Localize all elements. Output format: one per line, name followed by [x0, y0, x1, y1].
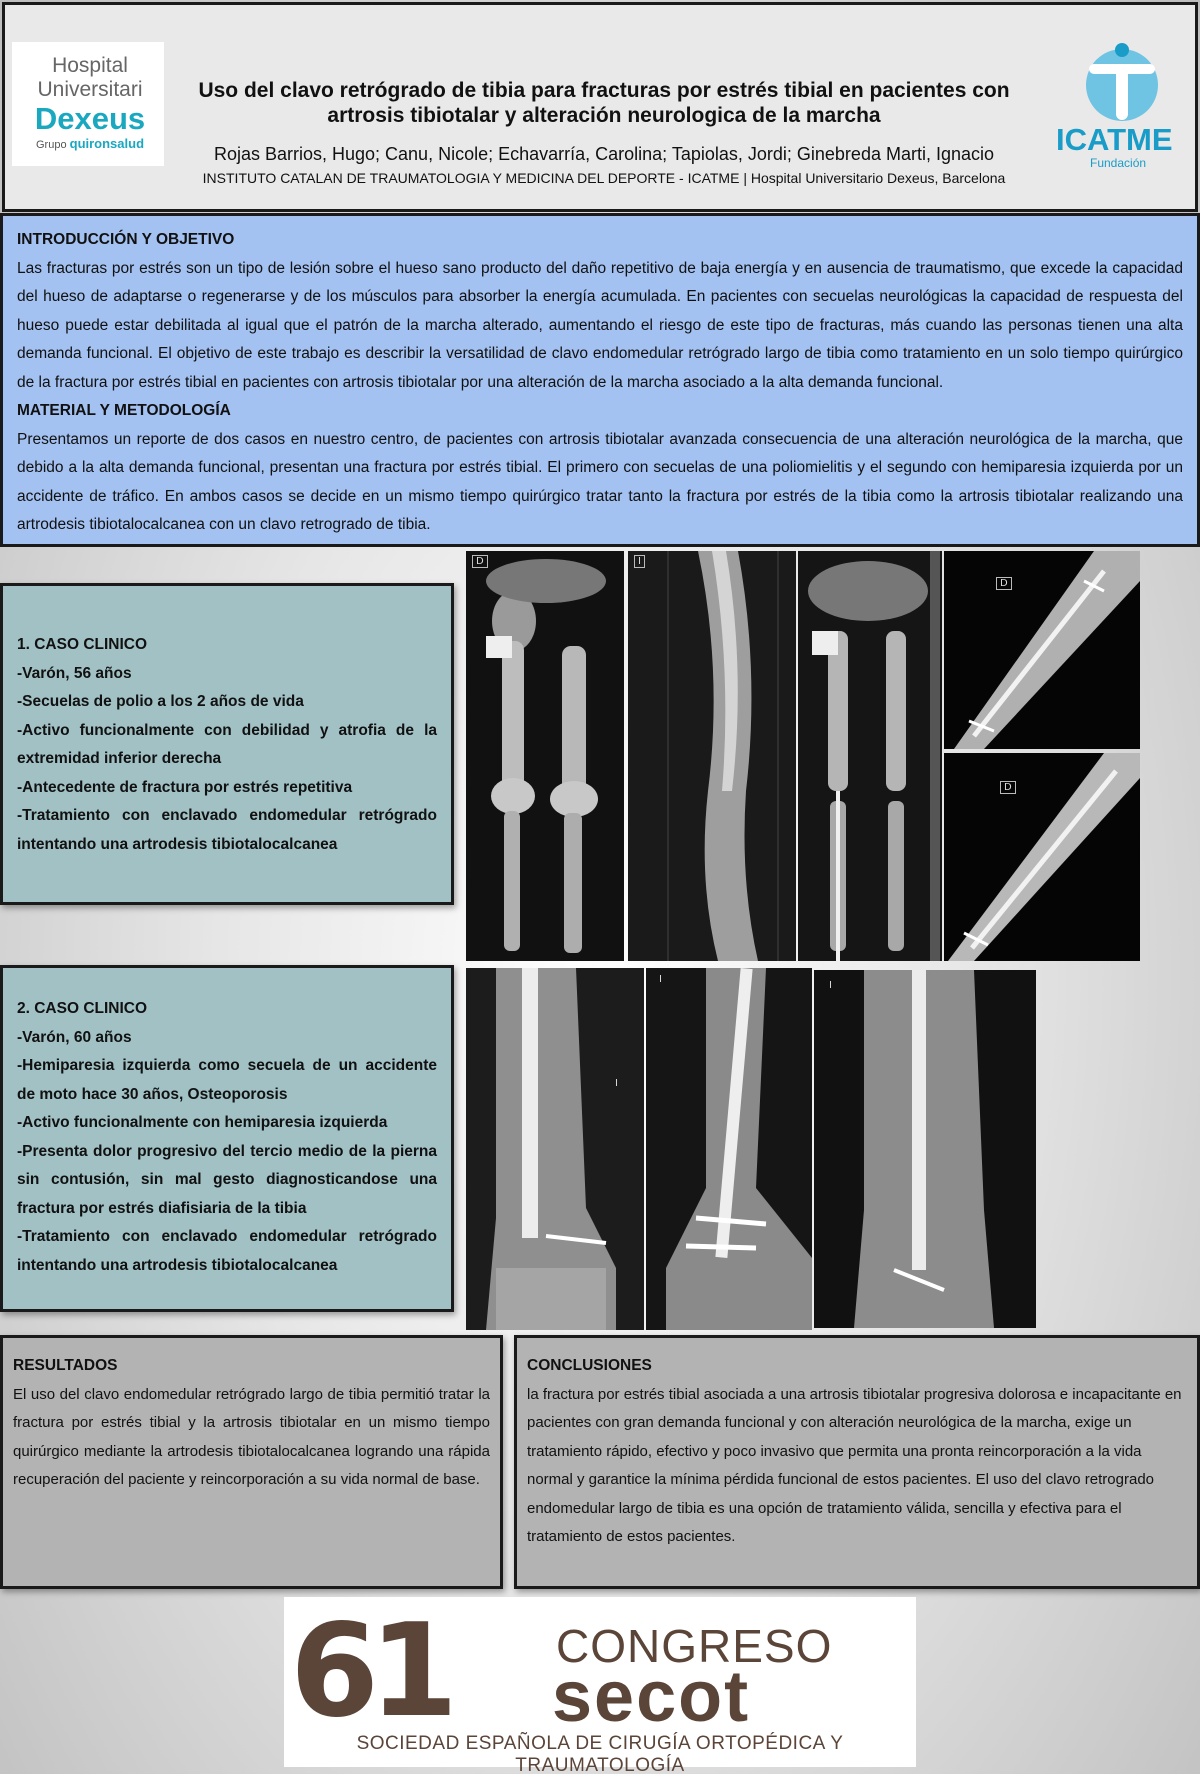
logo-text-brand: Dexeus	[34, 101, 146, 136]
conclusions-heading: CONCLUSIONES	[527, 1357, 652, 1374]
intro-heading: INTRODUCCIÓN Y OBJETIVO	[17, 231, 235, 248]
case1-line: -Varón, 56 años	[17, 664, 132, 682]
logo-text-line: Hospital	[52, 54, 128, 77]
results-section	[0, 1335, 503, 1589]
case2-line: -Varón, 60 años	[17, 1028, 132, 1046]
institution: INSTITUTO CATALAN DE TRAUMATOLOGIA Y MEDICINA DEL DEPORTE - ICATME | Hospital Universitario Dexeus, Barcelona	[202, 170, 1006, 186]
hospital-dexeus-logo	[12, 42, 164, 166]
xray-image	[944, 753, 1140, 961]
xray-image	[814, 970, 1036, 1328]
conclusions-section	[514, 1335, 1200, 1589]
case2-box	[0, 965, 454, 1312]
xray-side-label: D	[472, 555, 488, 568]
case2-line: -Hemiparesia izquierda como secuela de un accidente de moto hace 30 años, Osteoporosis	[17, 1057, 437, 1103]
xray-side-label: I	[829, 980, 832, 991]
conclusions-text: la fractura por estrés tibial asociada a una artrosis tibiotalar progresiva dolorosa e incapacitante en pacientes con gran demanda funcional y con alteración neurológica de la marcha, exige un tratamiento rápido, efectivo y poco invasivo que permita una pronta reincorporación a la vida normal y garantice la mínima pérdida funcional de estos pacientes. El uso del clavo retrogrado endomedular largo de tibia es una opción de tratamiento válida, sencilla y efectiva para el tratamiento de estos pacientes.	[527, 1385, 1182, 1545]
title-line-2: artrosis tibiotalar y alteración neurologica de la marcha	[327, 104, 881, 127]
congress-number: 61	[290, 1597, 449, 1746]
xray-image	[628, 551, 796, 961]
logo-group-prefix: Grupo	[35, 139, 67, 151]
poster-title	[170, 78, 1038, 128]
intro-section	[0, 213, 1200, 547]
congress-word: CONGRESO	[556, 1620, 833, 1672]
case1-line: -Activo funcionalmente con debilidad y atrofia de la extremidad inferior derecha	[17, 721, 437, 767]
logo-group-name: quironsalud	[69, 136, 145, 151]
xray-image	[466, 551, 624, 961]
icatme-logo	[1052, 40, 1192, 175]
case1-line: -Secuelas de polio a los 2 años de vida	[17, 693, 304, 710]
case1-line: -Tratamiento con enclavado endomedular retrógrado intentando una artrodesis tibiotalocalcanea	[17, 807, 437, 853]
methods-text: Presentamos un reporte de dos casos en nuestro centro, de pacientes con artrosis tibiotalar avanzada consecuencia de una alteración neurológica de la marcha, que debido a la alta demanda funcional, presentan una fractura por estrés tibial. El primero con secuelas de una poliomielitis y el segundo con hemiparesia izquierda por un accidente de tráfico. En ambos casos se decide en un mismo tiempo quirúrgico tratar tanto la fractura por estrés de la tibia como la artrosis tibiotalar realizando una artrodesis tibiotalocalcanea con un clavo retrogrado de tibia.	[17, 430, 1183, 533]
case2-line: -Presenta dolor progresivo del tercio medio de la pierna sin contusión, sin mal gesto diagnosticandose una fractura por estrés diafisiaria de la tibia	[17, 1142, 437, 1217]
intro-text: Las fracturas por estrés son un tipo de lesión sobre el hueso sano producto del daño repetitivo de baja energía y en ausencia de traumatismo, que excede la capacidad del hueso de adaptarse o regenerarse y de los músculos para absorber la energía acumulada. En pacientes con secuelas neurológicas la capacidad de respuesta del hueso puede estar debilitada al igual que el patrón de la marcha alterado, aumentando el riesgo de este tipo de fracturas, más cuando las personas tienen una alta demanda funcional. El objetivo de este trabajo es describir la versatilidad de clavo endomedular retrógrado largo de tibia como tratamiento en un solo tiempo quirúrgico de la fractura por estrés tibial en pacientes con artrosis tibiotalar por una alteración de la marcha asociado a la alta demanda funcional.	[17, 259, 1183, 391]
case2-line: -Activo funcionalmente con hemiparesia izquierda	[17, 1114, 388, 1131]
logo-group-line	[26, 136, 154, 153]
xray-side-label: I	[659, 974, 662, 985]
icatme-logo-name: ICATME	[1056, 122, 1173, 157]
congress-logo	[284, 1597, 916, 1774]
xray-side-label: I	[615, 1078, 618, 1089]
xray-side-label: I	[634, 555, 645, 568]
results-heading: RESULTADOS	[13, 1357, 118, 1374]
case1-box	[0, 583, 454, 905]
case1-heading: 1. CASO CLINICO	[17, 636, 148, 653]
xray-image	[944, 551, 1140, 749]
congress-society: SOCIEDAD ESPAÑOLA DE CIRUGÍA ORTOPÉDICA Y TRAUMATOLOGÍA	[356, 1733, 844, 1774]
xray-side-label: D	[1000, 781, 1016, 794]
xray-image	[798, 551, 942, 961]
icatme-figure-icon	[1052, 40, 1192, 126]
xray-side-label: D	[996, 577, 1012, 590]
xray-image	[466, 968, 644, 1330]
authors: Rojas Barrios, Hugo; Canu, Nicole; Echavarría, Carolina; Tapiolas, Jordi; Ginebreda Marti, Ignacio	[213, 144, 995, 164]
case2-heading: 2. CASO CLINICO	[17, 1000, 148, 1017]
xray-image	[646, 968, 812, 1330]
results-text: El uso del clavo endomedular retrógrado largo de tibia permitió tratar la fractura por estrés tibial y la artrosis tibiotalar en un mismo tiempo quirúrgico mediante la artrodesis tibiotalocalcanea logrando una rápida recuperación del paciente y reincorporación a su vida normal de base.	[13, 1385, 490, 1488]
logo-text-line: Universitari	[37, 78, 143, 101]
case2-line: -Tratamiento con enclavado endomedular retrógrado intentando una artrodesis tibiotalocalcanea	[17, 1228, 437, 1274]
congress-acronym: secot	[552, 1657, 751, 1737]
methods-heading: MATERIAL Y METODOLOGÍA	[17, 402, 231, 419]
icatme-logo-sub: Fundación	[1090, 156, 1147, 170]
title-line-1: Uso del clavo retrógrado de tibia para fracturas por estrés tibial en pacientes con	[198, 79, 1010, 102]
case1-line: -Antecedente de fractura por estrés repetitiva	[17, 778, 353, 796]
